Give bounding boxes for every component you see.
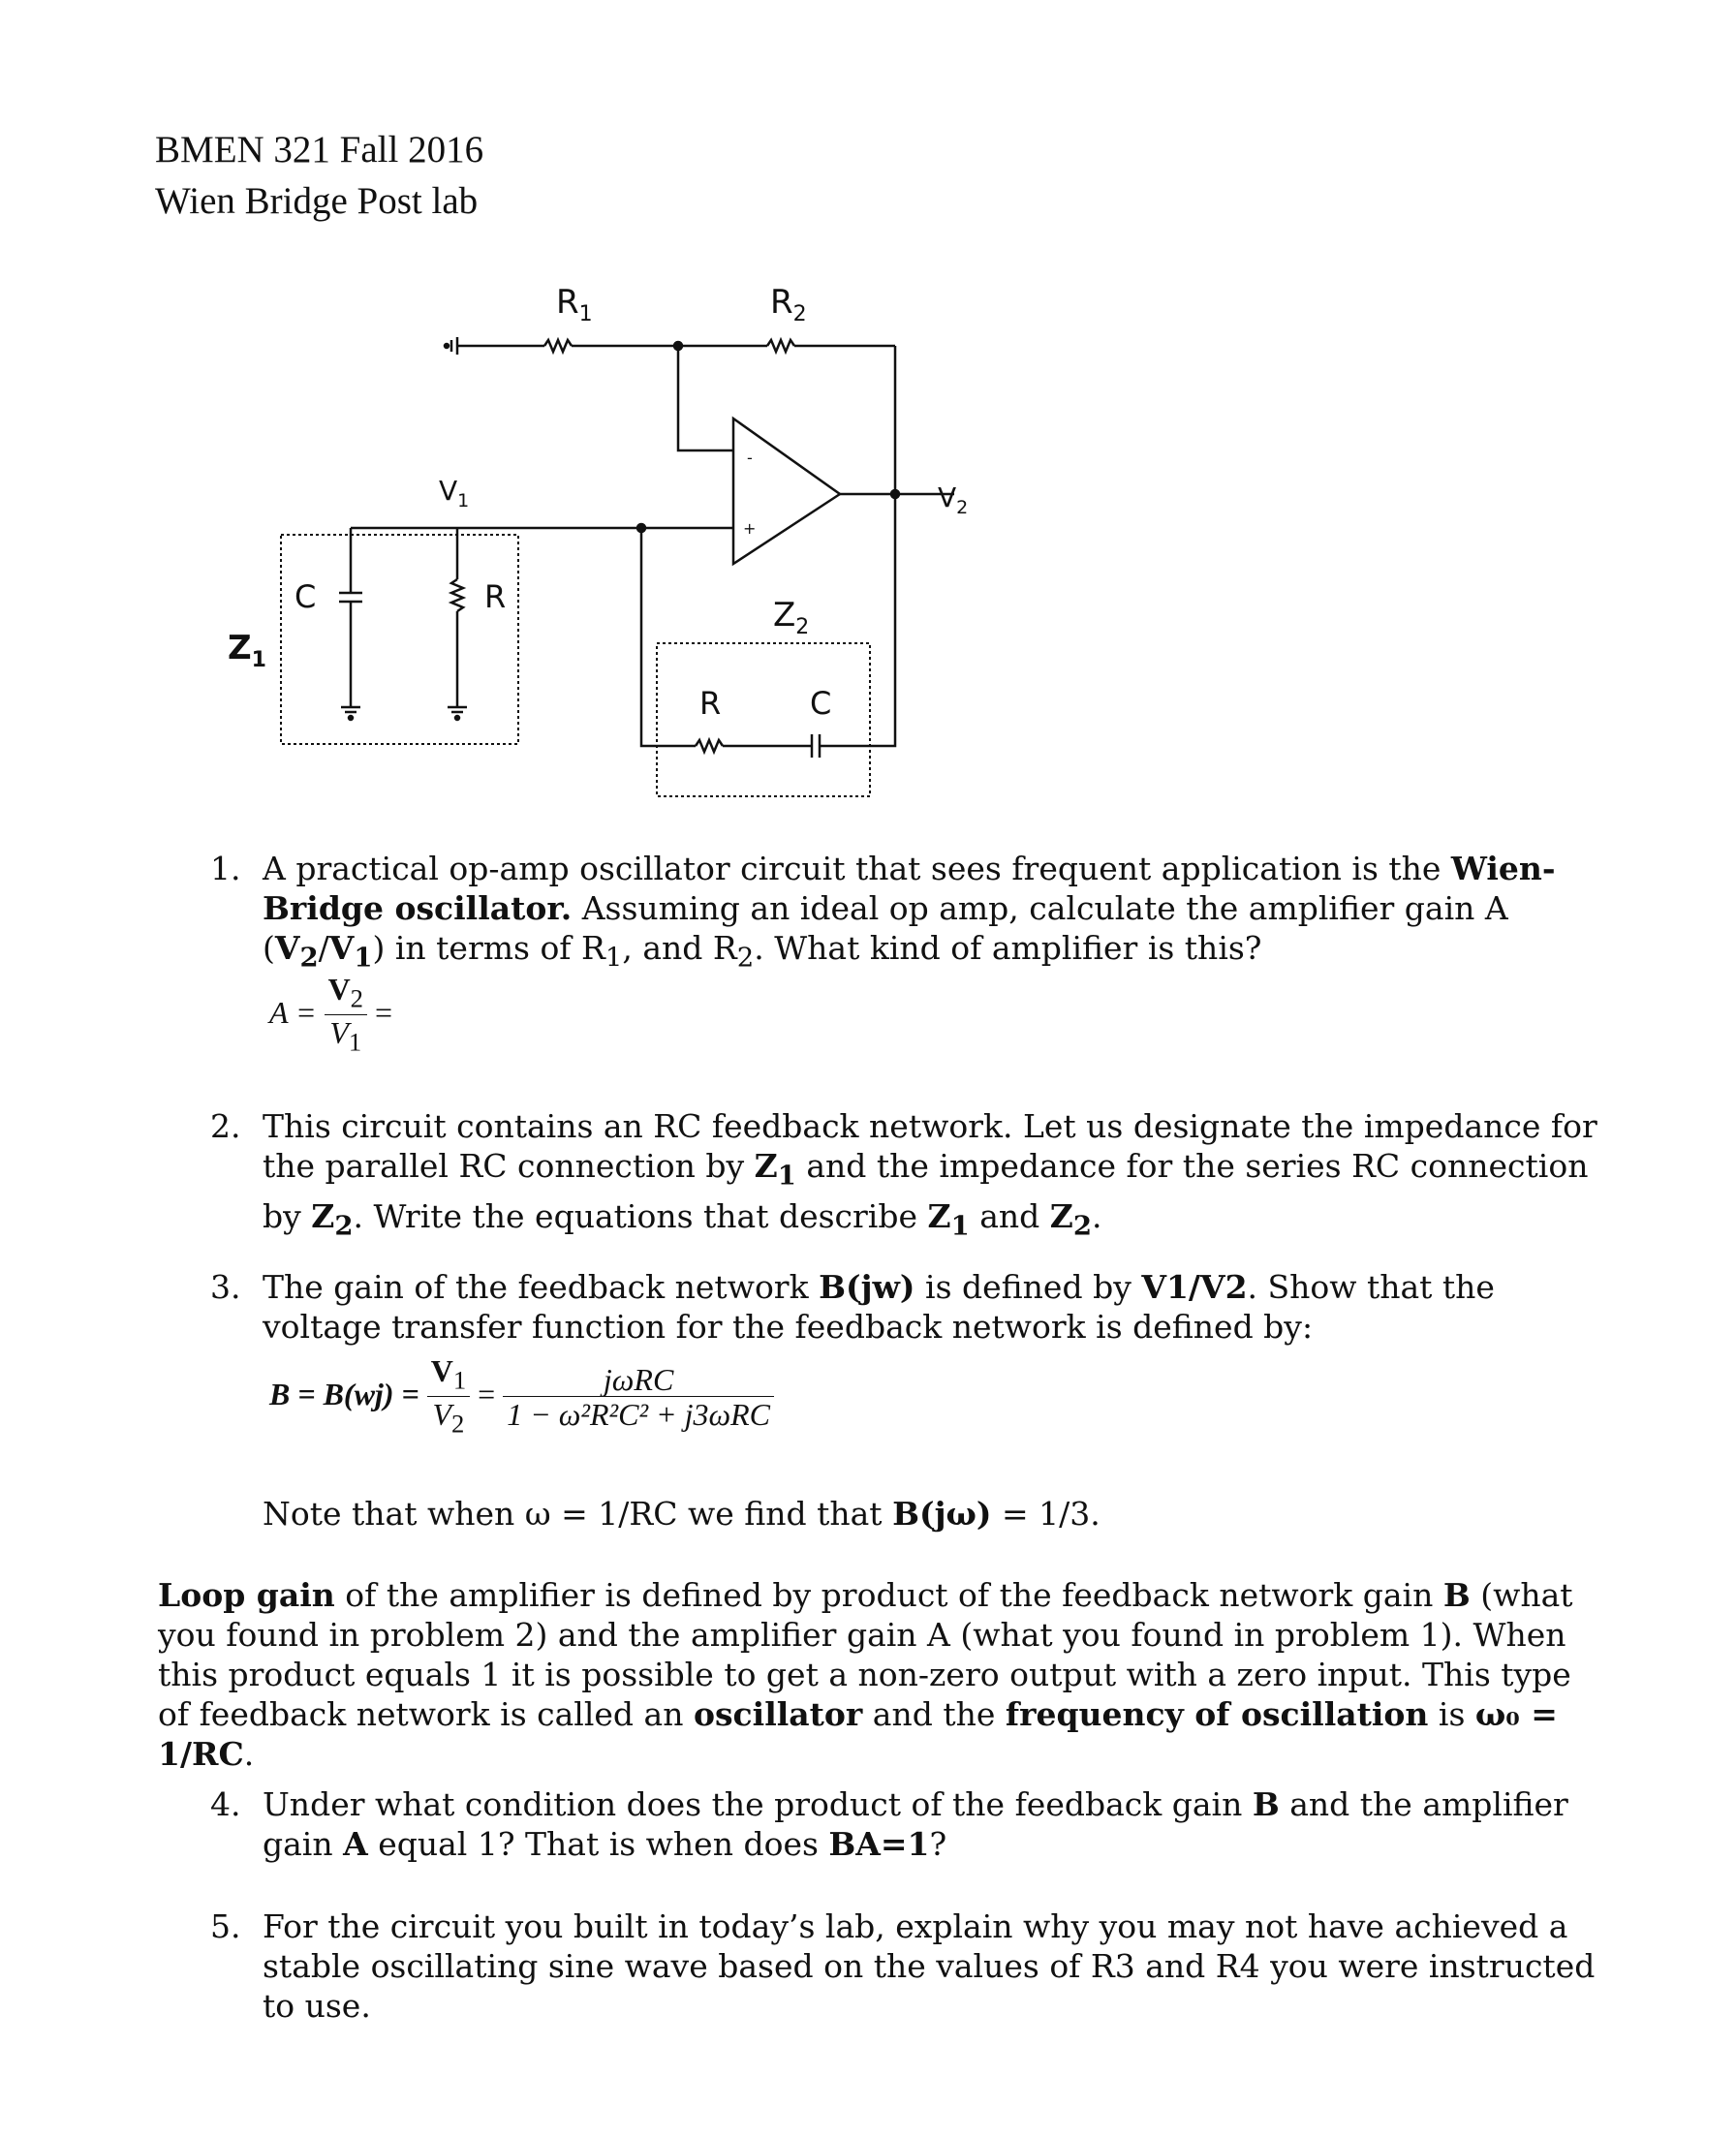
loop-gain-paragraph: Loop gain of the amplifier is defined by product of the feedback network gain B (what you found in problem 2) and the amplifier gain A (what you found in problem 1). When this product equals 1 it is possible to get a non-zero output with a zero input. This type of feedback network is called an oscillator and the frequency of oscillation is ω₀ = 1/RC. <box>158 1576 1573 1773</box>
z2-label: $Z_2$ <box>773 596 810 639</box>
r2-resistor <box>678 340 895 494</box>
z1-resistor <box>451 528 463 707</box>
question-number: 2. <box>210 1107 241 1145</box>
question-text: The gain of the feedback network B(jw) is defined by V1/V2. Show that the voltage transfer function for the feedback network is defined by: <box>263 1268 1495 1346</box>
question-2 <box>210 1106 1619 1246</box>
question-text: A practical op-amp oscillator circuit that sees frequent application is the Wien-Bridge oscillator. Assuming an ideal op amp, calculate the amplifier gain A $(V_2/V_1)$ in terms of $R_1$, and $R_2$. What kind of amplifier is this? <box>263 850 1556 974</box>
r2-label: $R_2$ <box>770 283 807 326</box>
wien-bridge-circuit-diagram <box>0 0 1736 872</box>
question-number: 5. <box>210 1907 241 1945</box>
z2-series-rc <box>641 494 895 758</box>
z1-capacitor <box>339 528 362 707</box>
inverting-input-wire <box>678 346 733 450</box>
op-amp-symbol <box>733 418 840 564</box>
question-text: This circuit contains an RC feedback network. Let us designate the impedance for the parallel RC connection by $Z_1$ and the impedance for the series RC connection by $Z_2$. Write the equations that describe $Z_1$ and $Z_2$. <box>263 1107 1597 1242</box>
ground-left-symbol <box>445 337 457 355</box>
r1-resistor <box>457 340 678 352</box>
z1-dotted-box <box>281 535 518 744</box>
question-4 <box>210 1784 1619 1864</box>
z2-dotted-box <box>657 643 870 796</box>
z2-r-label: R <box>699 685 722 722</box>
question-number: 4. <box>210 1785 241 1823</box>
question-text: For the circuit you built in today’s lab, explain why you may not have achieved a stable oscillating sine wave based on the values of R3 and R4 you were instructed to use. <box>263 1907 1596 2025</box>
plus-sign: + <box>743 519 757 538</box>
z2-c-label: C <box>810 685 832 722</box>
z1-c-label: C <box>294 578 317 615</box>
note-line: Note that when ω = 1/RC we find that B(jω) = 1/3. <box>263 1495 1100 1533</box>
v1-label: $V_1$ <box>439 475 470 512</box>
minus-sign: - <box>747 449 753 467</box>
transfer-function-equation: B = B(wj) = $\frac{V_1}{V_2}$ = $\frac{\text{jωRC}}{\text{1 − ω²R²C² + j3ωRC}}$ <box>269 1354 774 1442</box>
r1-label: $R_1$ <box>556 283 593 326</box>
course-title: BMEN 321 Fall 2016 <box>155 129 484 170</box>
ground-r-symbol <box>448 707 467 720</box>
z1-label: $Z_1$ <box>228 629 266 672</box>
z1-r-label: R <box>484 578 507 615</box>
question-number: 1. <box>210 850 241 887</box>
question-5 <box>210 1906 1619 2026</box>
question-text: Under what condition does the product of the feedback gain B and the amplifier gain A equal 1? That is when does BA=1? <box>263 1785 1568 1863</box>
v2-label: $V_2$ <box>938 481 969 518</box>
question-3 <box>210 1267 1619 1347</box>
lab-title: Wien Bridge Post lab <box>155 180 479 222</box>
question-number: 3. <box>210 1268 241 1306</box>
ground-c-symbol <box>341 707 360 720</box>
gain-equation: A = $\frac{V_2}{V_1}$ = <box>269 972 393 1057</box>
question-1 <box>210 849 1619 978</box>
